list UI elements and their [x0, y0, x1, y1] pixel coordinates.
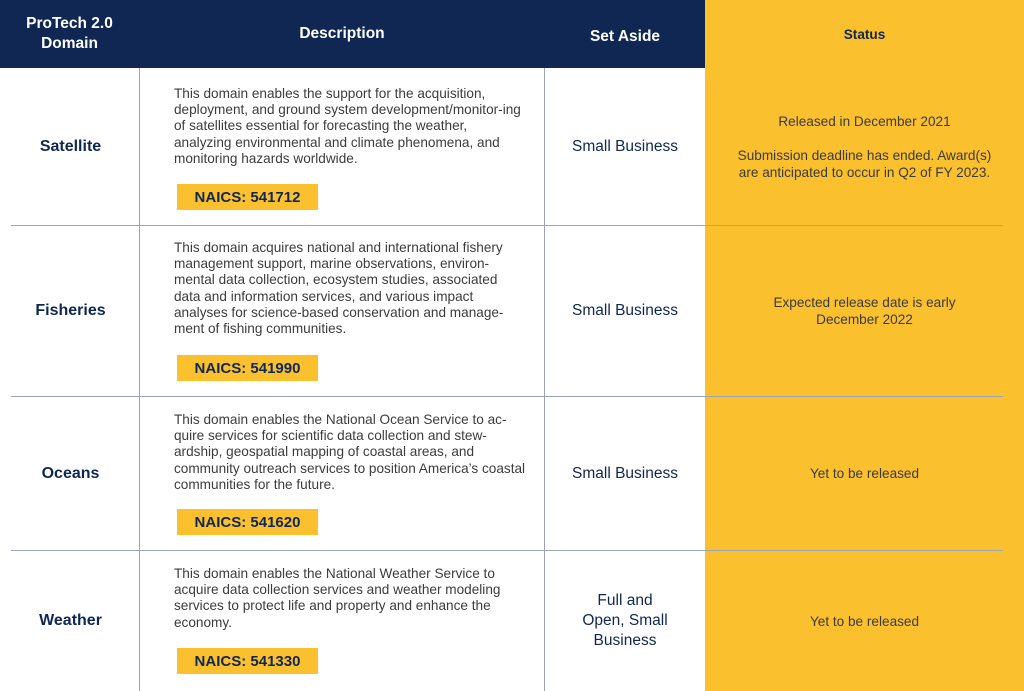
- domain-description: This domain enables the National Ocean Service to ac-quire services for scientific data collection and stew-ardship, geospatial mapping of coastal areas, and community outreach services to position America’s coastal communities for the future.: [174, 412, 526, 492]
- status-text: Submission deadline has ended. Award(s) are anticipated to occur in Q2 of FY 2023.: [737, 147, 992, 180]
- status-cell: [705, 68, 1024, 225]
- status-cell: [705, 226, 1024, 396]
- set-aside-value: Small Business: [572, 137, 678, 155]
- domain-description: This domain enables the National Weather Service to acquire data collection services and weather modeling services to protect life and property and enhance the economy.: [174, 566, 501, 630]
- table-row: [0, 397, 1024, 550]
- domain-description: This domain enables the support for the acquisition, deployment, and ground system development/monitor-ing of satellites essential for forecasting the weather, analyzing environmental and climate phenomena, and monitoring hazards worldwide.: [174, 86, 521, 166]
- domain-name: Weather: [39, 612, 102, 629]
- status-cell: [705, 397, 1024, 550]
- header-set-aside: Set Aside: [589, 28, 661, 45]
- status-cell: [705, 551, 1024, 691]
- table-row: [0, 551, 1024, 691]
- status-text: Yet to be released: [809, 466, 920, 481]
- table-row: [0, 68, 1024, 225]
- set-aside-value: Full and Open, Small Business: [582, 592, 668, 649]
- naics-badge: NAICS: 541990: [177, 355, 318, 381]
- domain-description: This domain acquires national and international fishery management support, marine observations, environ-mental data collection, ecosystem studies, associated data and information services, and various impact analyses for science-based conservation and manage-ment of fishing communities.: [174, 240, 504, 337]
- set-aside-value: Small Business: [572, 464, 678, 482]
- domain-name: Satellite: [39, 137, 102, 155]
- domain-name: Oceans: [41, 464, 100, 482]
- header-description: Description: [299, 25, 385, 42]
- status-text: Yet to be released: [809, 613, 920, 629]
- domain-name: Fisheries: [35, 302, 106, 319]
- naics-badge: NAICS: 541620: [177, 509, 318, 535]
- set-aside-value: Small Business: [572, 302, 678, 319]
- header-status: Status: [843, 26, 886, 42]
- status-text: Expected release date is early December 2022: [773, 295, 956, 327]
- header-domain: ProTech 2.0 Domain: [26, 15, 113, 52]
- naics-badge: NAICS: 541712: [177, 184, 318, 210]
- status-text: Released in December 2021: [778, 113, 951, 129]
- naics-badge: NAICS: 541330: [177, 648, 318, 674]
- table-row: [0, 226, 1024, 396]
